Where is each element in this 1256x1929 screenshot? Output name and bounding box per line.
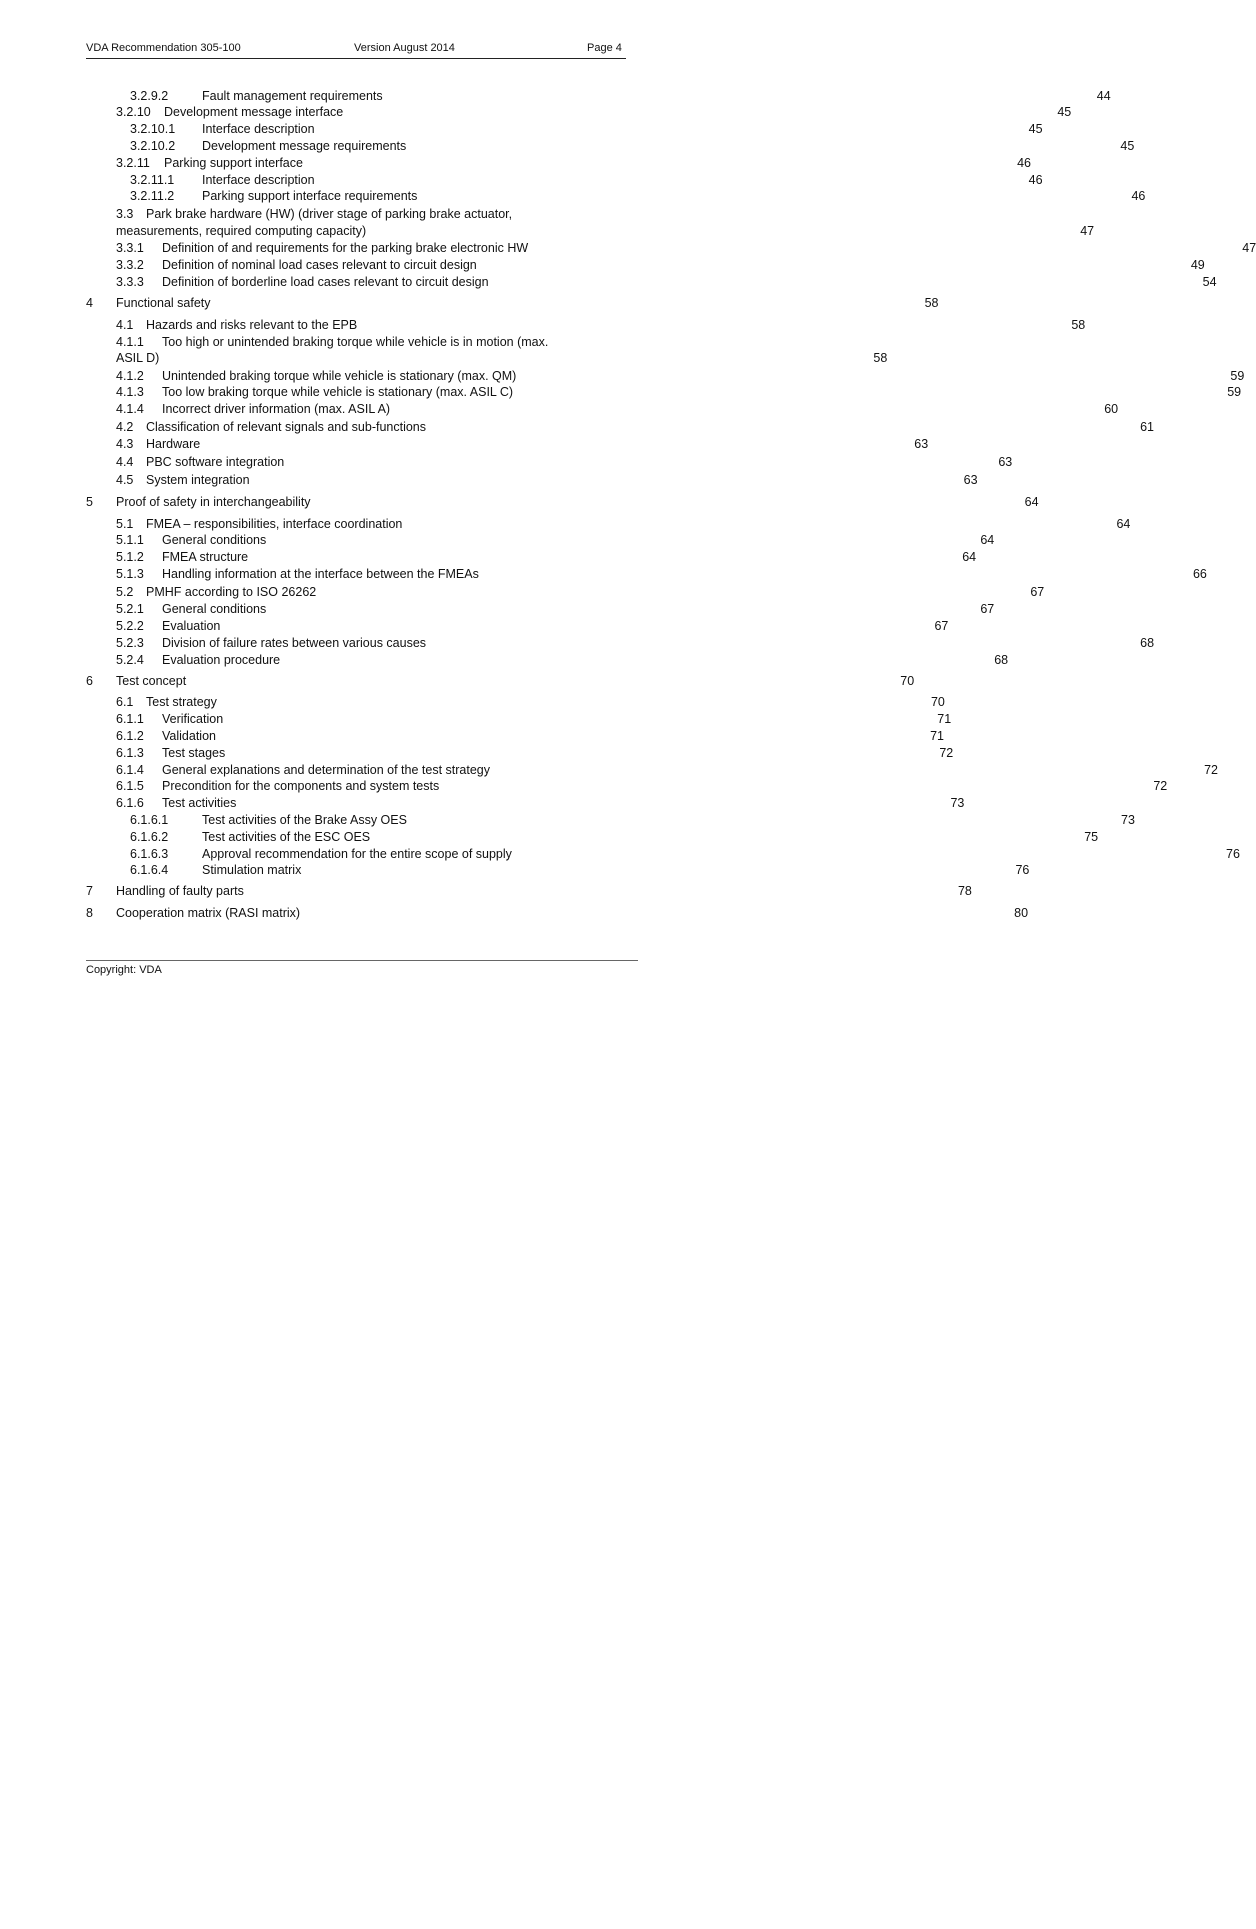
toc-entry-title: PBC software integration <box>146 455 285 469</box>
toc-entry-title: FMEA – responsibilities, interface coordination <box>146 517 403 531</box>
toc-entry-number: 7 <box>86 884 93 898</box>
toc-entry[interactable] <box>86 494 1039 510</box>
toc-entry-line1[interactable] <box>116 206 512 222</box>
toc-entry[interactable] <box>116 384 1242 400</box>
toc-entry[interactable] <box>130 846 1240 862</box>
toc-entry-number: 6.1.6 <box>116 796 144 810</box>
toc-entry-number: 5.2 <box>116 585 134 599</box>
toc-entry-title: Approval recommendation for the entire scope of supply <box>202 847 512 861</box>
toc-entry-page: 59 <box>1227 385 1242 399</box>
toc-entry-page: 67 <box>980 602 995 616</box>
toc-entry-title: Hardware <box>146 437 201 451</box>
toc-entry-title: Cooperation matrix (RASI matrix) <box>116 906 301 920</box>
toc-entry-page: 47 <box>1242 241 1256 255</box>
toc-entry-page: 63 <box>914 437 929 451</box>
toc-entry-page: 44 <box>1096 89 1111 103</box>
toc-entry[interactable] <box>116 155 1031 171</box>
toc-entry-number: 4.1 <box>116 318 134 332</box>
toc-entry-number: 6.1.6.3 <box>130 847 169 861</box>
toc-entry[interactable] <box>130 188 1146 204</box>
toc-entry-title: Development message interface <box>164 105 344 119</box>
toc-entry[interactable] <box>116 778 1168 794</box>
toc-entry-number: 4.4 <box>116 455 134 469</box>
toc-entry[interactable] <box>130 862 1030 878</box>
toc-entry-title: FMEA structure <box>162 550 249 564</box>
toc-entry[interactable] <box>116 566 1207 582</box>
toc-entry-page: 64 <box>980 533 995 547</box>
toc-entry-page: 64 <box>1116 517 1131 531</box>
toc-entry-number: 4.2 <box>116 420 134 434</box>
toc-entry[interactable] <box>116 584 1045 600</box>
toc-entry-page: 67 <box>934 619 949 633</box>
toc-entry-title: Definition of nominal load cases relevant to circuit design <box>162 258 477 272</box>
toc-entry-number: 6.1.5 <box>116 779 144 793</box>
toc-entry-page: 47 <box>1080 224 1095 238</box>
toc-entry[interactable] <box>130 829 1099 845</box>
toc-entry[interactable] <box>116 762 1218 778</box>
toc-entry-number: 5.1.1 <box>116 533 144 547</box>
toc-entry-number: 6.1.6.4 <box>130 863 169 877</box>
toc-entry-number: 4.3 <box>116 437 134 451</box>
toc-entry[interactable] <box>86 883 972 899</box>
toc-entry-title: PMHF according to ISO 26262 <box>146 585 317 599</box>
toc-entry[interactable] <box>116 532 995 548</box>
toc-entry-page: 66 <box>1192 567 1207 581</box>
toc-entry-number: 3.3.2 <box>116 258 144 272</box>
toc-entry[interactable] <box>116 549 977 565</box>
toc-entry-number: 3.3.1 <box>116 241 144 255</box>
toc-entry-number: 3.2.10.1 <box>130 122 176 136</box>
toc-entry[interactable] <box>116 795 965 811</box>
toc-entry-line1[interactable] <box>116 334 548 350</box>
toc-entry-page: 58 <box>1071 318 1086 332</box>
toc-entry-number: 5.2.1 <box>116 602 144 616</box>
toc-entry-page: 72 <box>1204 763 1218 777</box>
toc-entry[interactable] <box>116 601 995 617</box>
toc-entry[interactable] <box>116 694 945 710</box>
toc-entry-number: 3.2.9.2 <box>130 89 169 103</box>
toc-entry-title: Development message requirements <box>202 139 407 153</box>
toc-entry-title-continued: ASIL D) <box>116 351 160 365</box>
header-document-title: VDA Recommendation 305-100 <box>86 42 241 54</box>
toc-entry[interactable] <box>116 350 888 366</box>
toc-entry-page: 49 <box>1190 258 1205 272</box>
toc-entry[interactable] <box>116 240 1256 256</box>
toc-entry-number: 4.1.1 <box>116 335 144 349</box>
toc-entry-number: 4.1.4 <box>116 402 144 416</box>
toc-entry-page: 45 <box>1057 105 1072 119</box>
toc-entry-number: 5.2.3 <box>116 636 144 650</box>
toc-entry-title: Verification <box>162 712 224 726</box>
toc-entry-title: Test stages <box>162 746 226 760</box>
toc-entry-title: Interface description <box>202 173 315 187</box>
toc-entry-number: 4 <box>86 296 93 310</box>
toc-entry-title: Fault management requirements <box>202 89 383 103</box>
toc-entry-title: Interface description <box>202 122 315 136</box>
toc-entry-page: 72 <box>939 746 954 760</box>
toc-entry-title: General conditions <box>162 602 267 616</box>
toc-entry-page: 68 <box>994 653 1009 667</box>
toc-entry-number: 3.3.3 <box>116 275 144 289</box>
toc-entry-title: Evaluation <box>162 619 221 633</box>
toc-entry-title: Hazards and risks relevant to the EPB <box>146 318 358 332</box>
toc-entry-number: 6.1.6.2 <box>130 830 169 844</box>
toc-entry-page: 76 <box>1015 863 1030 877</box>
toc-entry-page: 59 <box>1230 369 1245 383</box>
toc-entry-title: Handling of faulty parts <box>116 884 244 898</box>
toc-entry[interactable] <box>116 436 929 452</box>
toc-entry-title-continued: measurements, required computing capacity) <box>116 224 367 238</box>
toc-entry[interactable] <box>130 812 1135 828</box>
toc-entry[interactable] <box>130 121 1043 137</box>
toc-entry[interactable] <box>116 516 1131 532</box>
toc-entry-number: 3.2.10 <box>116 105 151 119</box>
toc-entry-number: 6.1.1 <box>116 712 144 726</box>
toc-entry-page: 80 <box>1014 906 1029 920</box>
toc-entry-page: 58 <box>873 351 888 365</box>
toc-entry-page: 46 <box>1028 173 1043 187</box>
toc-entry[interactable] <box>116 635 1155 651</box>
toc-entry[interactable] <box>86 295 939 311</box>
toc-entry-page: 46 <box>1017 156 1031 170</box>
toc-entry-page: 72 <box>1153 779 1168 793</box>
toc-entry[interactable] <box>116 472 978 488</box>
toc-entry-title: Test activities <box>162 796 237 810</box>
toc-entry-number: 3.2.11 <box>116 156 150 170</box>
toc-entry-title: Test strategy <box>146 695 217 709</box>
toc-entry-page: 46 <box>1131 189 1146 203</box>
toc-entry-number: 6.1 <box>116 695 134 709</box>
toc-entry[interactable] <box>116 711 952 727</box>
toc-entry-page: 71 <box>937 712 952 726</box>
toc-entry-title: Functional safety <box>116 296 211 310</box>
toc-entry-page: 45 <box>1028 122 1043 136</box>
toc-entry[interactable] <box>86 905 1029 921</box>
toc-entry-title: Evaluation procedure <box>162 653 281 667</box>
toc-entry-number: 8 <box>86 906 93 920</box>
toc-entry-title: Proof of safety in interchangeability <box>116 495 311 509</box>
toc-entry-page: 61 <box>1140 420 1155 434</box>
toc-entry-title: Parking support interface requirements <box>202 189 418 203</box>
toc-entry-number: 6.1.6.1 <box>130 813 169 827</box>
footer-divider <box>86 960 638 961</box>
toc-entry-page: 58 <box>924 296 939 310</box>
toc-entry[interactable] <box>116 652 1009 668</box>
toc-entry-number: 6 <box>86 674 93 688</box>
toc-entry-number: 5.1.3 <box>116 567 144 581</box>
toc-entry[interactable] <box>116 223 1095 239</box>
toc-entry-number: 5.2.4 <box>116 653 144 667</box>
toc-entry-page: 68 <box>1140 636 1155 650</box>
toc-entry-number: 6.1.4 <box>116 763 144 777</box>
toc-entry-title: General conditions <box>162 533 267 547</box>
toc-entry-page: 64 <box>1024 495 1039 509</box>
header-version: Version August 2014 <box>354 42 455 54</box>
toc-entry-title: Precondition for the components and system tests <box>162 779 440 793</box>
toc-entry-page: 70 <box>930 695 945 709</box>
toc-entry[interactable] <box>116 728 944 744</box>
toc-entry-number: 5.1.2 <box>116 550 144 564</box>
toc-entry[interactable] <box>116 454 1013 470</box>
toc-entry[interactable] <box>116 401 1119 417</box>
toc-entry-title: Park brake hardware (HW) (driver stage of parking brake actuator, <box>146 207 513 221</box>
toc-entry-title: System integration <box>146 473 250 487</box>
toc-entry-title: Test activities of the Brake Assy OES <box>202 813 407 827</box>
toc-entry-number: 6.1.2 <box>116 729 144 743</box>
toc-entry-title: Division of failure rates between various causes <box>162 636 427 650</box>
toc-entry-page: 45 <box>1120 139 1135 153</box>
page-header <box>86 42 626 59</box>
toc-entry-page: 78 <box>957 884 972 898</box>
toc-entry[interactable] <box>116 257 1205 273</box>
footer-copyright: Copyright: VDA <box>86 964 162 976</box>
toc-entry-title: Unintended braking torque while vehicle is stationary (max. QM) <box>162 369 517 383</box>
toc-entry[interactable] <box>130 88 1111 104</box>
toc-entry-title: Validation <box>162 729 216 743</box>
toc-entry-number: 4.1.3 <box>116 385 144 399</box>
toc-entry[interactable] <box>86 673 915 689</box>
toc-entry-page: 60 <box>1104 402 1119 416</box>
toc-entry-title: Handling information at the interface between the FMEAs <box>162 567 479 581</box>
toc-entry-number: 5 <box>86 495 93 509</box>
toc-entry-page: 76 <box>1226 847 1240 861</box>
toc-entry-title: Stimulation matrix <box>202 863 302 877</box>
toc-entry-title: Too high or unintended braking torque while vehicle is in motion (max. <box>162 335 549 349</box>
toc-entry-title: Classification of relevant signals and sub-functions <box>146 420 427 434</box>
toc-entry-number: 3.2.11.2 <box>130 189 175 203</box>
toc-entry-number: 3.2.11.1 <box>130 173 175 187</box>
toc-entry-number: 5.2.2 <box>116 619 144 633</box>
toc-entry-title: Too low braking torque while vehicle is stationary (max. ASIL C) <box>162 385 514 399</box>
toc-entry[interactable] <box>116 274 1217 290</box>
toc-entry-title: Definition of and requirements for the parking brake electronic HW <box>162 241 529 255</box>
toc-entry-page: 63 <box>963 473 978 487</box>
toc-entry[interactable] <box>130 138 1135 154</box>
toc-entry[interactable] <box>116 745 954 761</box>
toc-entry-number: 3.2.10.2 <box>130 139 176 153</box>
toc-entry-number: 4.5 <box>116 473 134 487</box>
toc-entry-page: 73 <box>1121 813 1135 827</box>
toc-entry-page: 70 <box>900 674 915 688</box>
toc-entry[interactable] <box>116 317 1086 333</box>
toc-entry-number: 5.1 <box>116 517 134 531</box>
toc-entry[interactable] <box>116 368 1245 384</box>
toc-entry-title: General explanations and determination of the test strategy <box>162 763 490 777</box>
toc-entry-page: 75 <box>1084 830 1099 844</box>
toc-entry[interactable] <box>116 104 1072 120</box>
toc-entry[interactable] <box>130 172 1043 188</box>
toc-entry-title: Parking support interface <box>164 156 303 170</box>
toc-entry-page: 54 <box>1202 275 1217 289</box>
toc-entry-page: 73 <box>950 796 965 810</box>
toc-entry-number: 3.3 <box>116 207 134 221</box>
toc-entry-page: 71 <box>930 729 944 743</box>
toc-entry-title: Test concept <box>116 674 187 688</box>
toc-entry-page: 63 <box>998 455 1013 469</box>
header-page-number: Page 4 <box>587 42 622 54</box>
toc-entry-title: Incorrect driver information (max. ASIL A) <box>162 402 391 416</box>
toc-entry-title: Definition of borderline load cases relevant to circuit design <box>162 275 489 289</box>
toc-entry-page: 67 <box>1030 585 1045 599</box>
toc-entry-page: 64 <box>962 550 977 564</box>
toc-entry[interactable] <box>116 419 1155 435</box>
toc-entry-title: Test activities of the ESC OES <box>202 830 371 844</box>
toc-entry-number: 4.1.2 <box>116 369 144 383</box>
toc-entry-number: 6.1.3 <box>116 746 144 760</box>
toc-entry[interactable] <box>116 618 949 634</box>
